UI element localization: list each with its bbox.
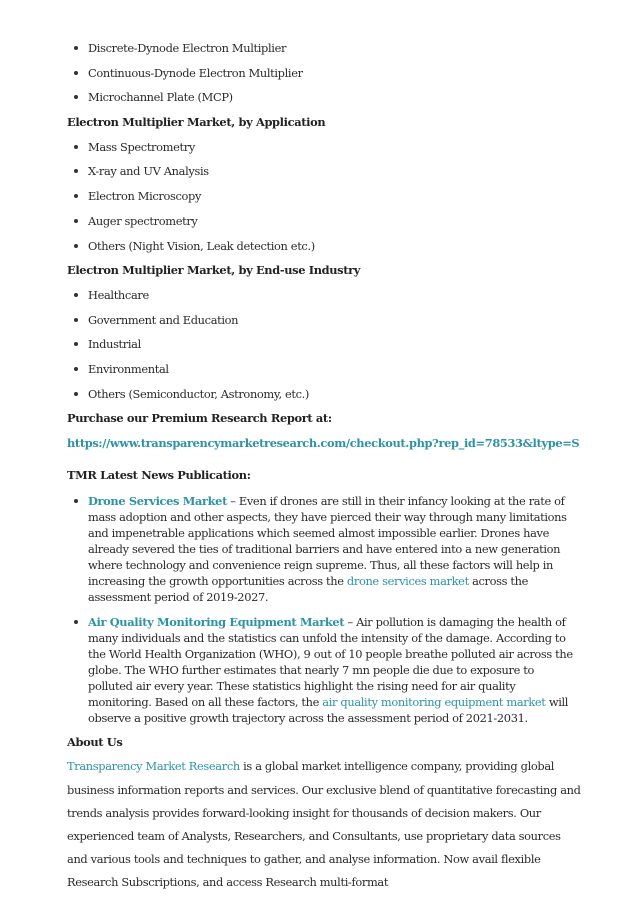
list-item: X-ray and UV Analysis [67,163,581,179]
list-item: Continuous-Dynode Electron Multiplier [67,65,581,81]
purchase-heading: Purchase our Premium Research Report at: [67,411,332,426]
application-heading: Electron Multiplier Market, by Application [67,115,326,130]
news-body: – Even if drones are still in their infancy looking at the rate of mass adoption and other aspects, they have pierced their way through many limitations and impenetrable applications which seemed almost impossible earlier. Drones have already severed the ties of traditional barriers and have entered into a new generation where technology and convenience reign supreme. Thus, all these factors will help in increasing the growth opportunities across the [88,494,567,588]
about-heading: About Us [67,735,123,750]
list-item: Microchannel Plate (MCP) [67,89,581,105]
application-list [67,139,581,254]
news-heading: TMR Latest News Publication: [67,468,251,482]
air-quality-link[interactable]: Air Quality Monitoring Equipment Market [88,614,345,629]
list-item: Healthcare [67,287,581,303]
drone-services-link[interactable]: Drone Services Market [88,494,227,508]
list-item: Discrete-Dynode Electron Multiplier [67,40,581,56]
list-item: Government and Education [67,312,581,328]
end-use-list [67,287,581,402]
list-item: Auger spectrometry [67,213,581,229]
air-quality-inline-link[interactable]: air quality monitoring equipment market [322,694,546,709]
about-paragraph [67,755,581,894]
document-page [67,40,581,895]
news-tail: will observe a positive growth trajectory across the assessment period of 2021-2031. [88,694,569,725]
list-item: Environmental [67,361,581,377]
list-item: Others (Night Vision, Leak detection etc.) [67,238,581,254]
about-text: is a global market intelligence company, providing global business information reports and services. Our exclusive blend of quantitative forecasting and trends analysis provides forward-looking insight for thousands of decision makers. Our experienced team of Analysts, Researchers, and Consultants, use proprietary data sources and various tools and techniques to gather, and analyse information. Now avail flexible Research Subscriptions, and access Research multi-format [67,759,581,890]
news-body: – Air pollution is damaging the health of many individuals and the statistics can unfold the intensity of the damage. According to the World Health Organization (WHO), 9 out of 10 people breathe polluted air across the globe. The WHO further estimates that nearly 7 mn people die due to exposure to polluted air every year. These statistics highlight the rising need for air quality monitoring. Based on all these factors, the [88,614,573,709]
list-item: Industrial [67,336,581,352]
purchase-link[interactable]: https://www.transparencymarketresearch.com/checkout.php?rep_id=78533&ltype=S [67,436,580,450]
news-tail: across the assessment period of 2019-2027. [88,574,529,604]
type-list [67,40,581,105]
news-item [67,493,581,605]
news-item [67,614,581,726]
news-list [67,493,581,726]
list-item: Mass Spectrometry [67,139,581,155]
tmr-link[interactable]: Transparency Market Research [67,759,240,774]
list-item: Others (Semiconductor, Astronomy, etc.) [67,386,581,402]
end-use-heading: Electron Multiplier Market, by End-use Industry [67,263,361,278]
drone-services-inline-link[interactable]: drone services market [346,574,469,588]
list-item: Electron Microscopy [67,188,581,204]
